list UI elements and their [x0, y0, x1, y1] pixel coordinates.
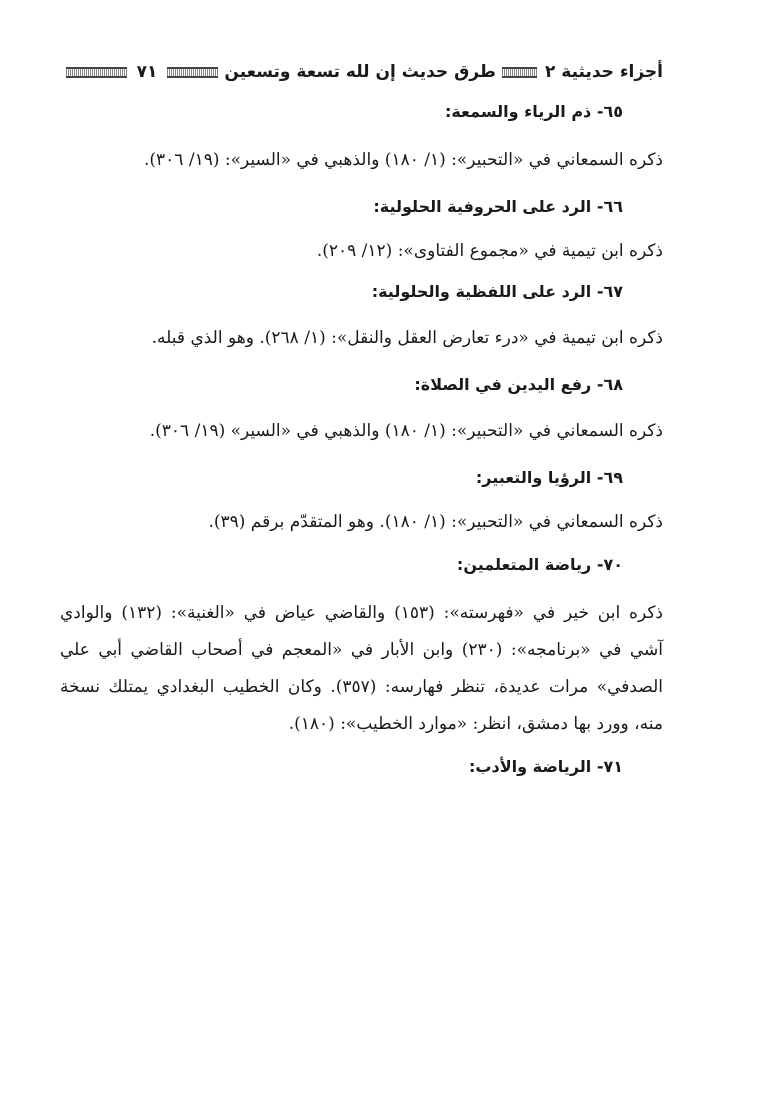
entry-heading-65: ٦٥- ذم الرياء والسمعة:	[444, 102, 623, 121]
header-book-title: طرق حديث إن لله تسعة وتسعين	[224, 62, 496, 82]
header-series-title: أجزاء حديثية ٢	[544, 62, 663, 82]
entry-body-67: ذكره ابن تيمية في «درء تعارض العقل والنقل»: (١/ ٢٦٨). وهو الذي قبله.	[151, 328, 663, 348]
entry-body-65: ذكره السمعاني في «التحبير»: (١/ ١٨٠) والذهبي في «السير»: (١٩/ ٣٠٦).	[144, 150, 663, 170]
entry-heading-68: ٦٨- رفع اليدين في الصلاة:	[414, 375, 623, 394]
header-rule	[66, 67, 127, 78]
entry-heading-70: ٧٠- رياضة المتعلمين:	[456, 555, 623, 574]
entry-heading-67: ٦٧- الرد على اللفظية والحلولية:	[371, 282, 623, 301]
entry-body-68: ذكره السمعاني في «التحبير»: (١/ ١٨٠) والذهبي في «السير» (١٩/ ٣٠٦).	[149, 421, 663, 441]
header-rule	[167, 67, 218, 78]
header-rule	[502, 67, 537, 78]
entry-heading-69: ٦٩- الرؤيا والتعبير:	[475, 468, 623, 487]
entry-body-70: ذكره ابن خير في «فهرسته»: (١٥٣) والقاضي عياض في «الغنية»: (١٣٢) والوادي آشي في «برنامجه»: (٢٣٠) وابن الأبار في «المعجم في أصحاب القاضي أبي علي الصدفي» مرات عديدة، تنظر فهارسه: (٣٥٧). وكان الخطيب البغدادي يمتلك نسخة منه، وورد بها دمشق، انظر: «موارد الخطيب»: (١٨٠).	[60, 603, 664, 734]
page-number: ٧١	[136, 62, 158, 82]
entry-body-69: ذكره السمعاني في «التحبير»: (١/ ١٨٠). وهو المتقدّم برقم (٣٩).	[208, 512, 663, 532]
entry-body-66: ذكره ابن تيمية في «مجموع الفتاوى»: (١٢/ ٢٠٩).	[316, 241, 663, 261]
running-header	[60, 52, 663, 92]
book-page	[60, 52, 663, 1056]
entry-heading-71: ٧١- الرياضة والأدب:	[469, 757, 623, 776]
entry-heading-66: ٦٦- الرد على الحروفية الحلولية:	[373, 197, 623, 216]
